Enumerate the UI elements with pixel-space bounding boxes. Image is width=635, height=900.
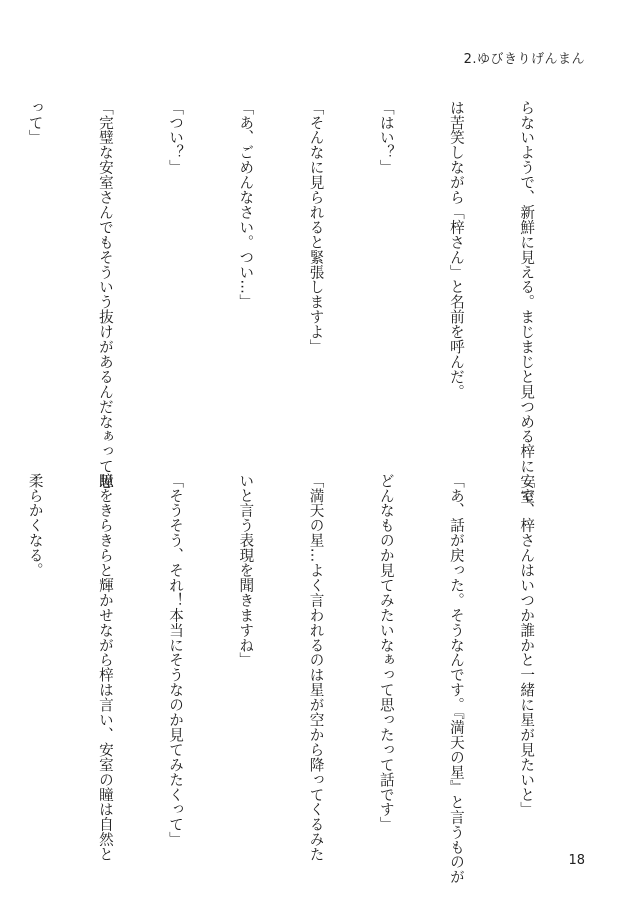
text-line: って」 xyxy=(26,100,44,145)
text-line: 「で、梓さんはいつか誰かと一緒に星が見たいと」 xyxy=(518,473,536,817)
text-line: いと言う表現を聞きますね」 xyxy=(237,473,255,668)
text-line: 瞳をきらきらと輝かせながら梓は言い、安室の瞳は自然と xyxy=(96,473,114,862)
text-column-top xyxy=(26,100,585,504)
text-line: 「満天の星…よく言われるのは星が空から降ってくるみた xyxy=(307,473,325,862)
text-line: 「完璧な安室さんでもそういう抜けがあるんだなぁって思 xyxy=(96,100,114,489)
running-header-chapter-title: 2.ゆびきりげんまん xyxy=(463,52,585,67)
text-line: らないようで、新鮮に見える。まじまじと見つめる梓に安室 xyxy=(518,100,536,504)
text-line: 「はい？」 xyxy=(377,100,395,175)
text-line: 「そうそう、それ！本当にそうなのか見てみたくって」 xyxy=(167,473,185,847)
text-line: は苦笑しながら「梓さん」と名前を呼んだ。 xyxy=(447,100,465,399)
text-line: どんなものか見てみたいなぁって思ったって話です」 xyxy=(377,473,395,832)
text-line: 「そんなに見られると緊張しますよ」 xyxy=(307,100,325,355)
page-number: 18 xyxy=(568,853,585,868)
text-line: 「あ、ごめんなさい。つい…」 xyxy=(237,100,255,310)
text-line: 「あ、話が戻った。そうなんです。『満天の星』と言うものが xyxy=(447,473,465,885)
text-line: 柔らかくなる。 xyxy=(26,473,44,578)
text-line: 「つい？」 xyxy=(167,100,185,175)
